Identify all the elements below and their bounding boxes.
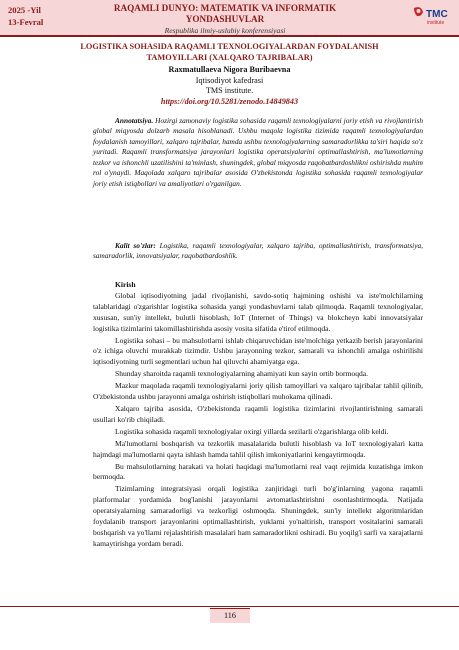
logo-text: TMC — [426, 9, 448, 20]
logo-subtext: institute — [427, 20, 445, 26]
article-meta — [30, 65, 429, 107]
body-paragraph: Xalqaro tajriba asosida, O'zbekistonda raqamli logistika tizimlarini rivojlantirishning samarali usullari ko'rib chiqiladi. — [93, 403, 423, 424]
article-title — [30, 41, 429, 63]
keywords-text: Logistika, raqamli texnologiyalar, xalqaro tajriba, optimallashtirish, transformatsiya, samaradorlik, innovatsiyalar, raqobatbardoshlik. — [93, 241, 423, 261]
conference-title-line2: YONDASHUVLAR — [185, 14, 265, 24]
body-paragraph: Ma'lumotlarni boshqarish va tezkorlik masalalarida bulutli hisoblash va IoT texnologiyalari katta hajmdagi ma'lumotlarni qayta ishlash hamda tahlil qilish imkoniyatlarini kengaytirmoqda. — [93, 438, 423, 459]
abstract — [93, 116, 423, 189]
body-paragraph: Logistika sohasi – bu mahsulotlarni ishlab chiqaruvchidan iste'molchiga yetkazib berish jarayonlarini o'z ichiga oluvchi murakkab tizimdir. Ushbu jarayonning tezkor, samarali va ishonchli amalga oshirilishi iqtisodiyotning turli segmentlari uchun hal qiluvchi ahamiyatga ega. — [93, 335, 423, 367]
author-name: Raxmatullaeva Nigora Buribaevna — [168, 65, 291, 74]
article-title-line1: LOGISTIKA SOHASIDA RAQAMLI TEXNOLOGIYALARDAN FOYDALANISH — [80, 42, 379, 51]
conference-subtitle: Respublika ilmiy-uslubiy konferensiyasi — [164, 26, 286, 35]
page-header — [0, 0, 459, 37]
header-year: 2025 -Yil — [8, 5, 41, 15]
body-paragraph: Mazkur maqolada raqamli texnologiyalarni joriy qilish tamoyillari va xalqaro tajribalar tahlil qilinib, O'zbekistonda ushbu jarayonni amalga oshirish istiqbollari muhokama qilinadi. — [93, 381, 423, 402]
abstract-label: Annotatsiya. — [115, 116, 154, 125]
conference-title-line1: RAQAMLI DUNYO: MATEMATIK VA INFORMATIK — [113, 3, 337, 13]
body-paragraph: Shunday sharoitda raqamli texnologiyalarning ahamiyati kun sayin ortib bormoqda. — [115, 369, 368, 379]
article-title-line2: TAMOYILLARI (XALQARO TAJRIBALAR) — [146, 53, 313, 62]
header-date-block — [8, 4, 43, 28]
tmc-logo — [411, 3, 451, 33]
section-heading: Kirish — [115, 280, 136, 289]
keywords-label: Kalit so'zlar: — [115, 241, 156, 250]
main-text — [93, 280, 423, 551]
conference-title-block — [90, 3, 360, 36]
abstract-text: Hozirgi zamonaviy logistika sohasida raqamli texnologiyalarni joriy etish va rivojlantirish global miqyosda dolzarb masala hisoblanadi. Ushbu maqola logistika tizimida raqamli texnologiyalardan foydalanish tamoyillari, xalqaro tajribalar, hamda ushbu texnologiyalarning samaradorlikka ta'siri haqida so'z yuritadi. Raqamli transformatsiya jarayonlari logistika operatsiyalarini optimallashtirish, ma'lumotlarning tezkor va ishonchli uzatilishini ta'minlash, shuningdek, global miqyosda raqobatbardoshlikni oshirishda muhim rol o'ynaydi. Maqolada xalqaro tajribalar asosida O'zbekistonda logistika sohasida raqamli texnologiyalar joriy etish istiqbollari va amaliyotlari o'rganilgan. — [93, 116, 423, 188]
body-paragraph: Bu mahsulotlarning harakati va holati haqidagi ma'lumotlarni real vaqt rejimida kuzatishga imkon bermoqda. — [93, 461, 423, 482]
body-paragraph: Logistika sohasida raqamli texnologiyalar oxirgi yillarda sezilarli o'zgarishlarga olib keldi. — [115, 426, 389, 436]
keywords — [93, 241, 423, 262]
author-department: Iqtisodiyot kafedrasi — [195, 75, 264, 85]
body-paragraph: Tizimlarning integratsiyasi orqali logistika zanjiridagi turli bo'g'inlarning yagona raqamli platformalar yordamida bog'lanishi jarayonlarni avtomatlashtirishni osonlashtirmoqda. Natijada operatsiyalarning samaradorligi va tezkorligi oshmoqda. Shuningdek, sun'iy intellekt algoritmlaridan foydalanib transport jarayonlarini optimallashtirish, yuklarni yo'naltirish, transport vositalarini samarali boshqarish va yo'llarni rejalashtirish masalalari ham samaradorlikni oshiradi. Bu yoqilg'i sarfi va xarajatlarni kamaytirishga yordam beradi. — [93, 484, 423, 548]
author-institution: TMS institute. — [205, 86, 254, 96]
footer-divider — [0, 606, 459, 607]
doi-link[interactable]: https://doi.org/10.5281/zenodo.14849843 — [160, 96, 299, 106]
page-number: 116 — [210, 608, 250, 623]
body-paragraph: Global iqtisodiyotning jadal rivojlanishi, savdo-sotiq hajmining oshishi va iste'molchilarning talablaridagi o'zgarishlar logistika sohasida yangi yondashuvlarni talab qilmoqda. Raqamli texnologiyalar, xususan, sun'iy intellekt, bulutli hisoblash, IoT (Internet of Things) va blokcheyn kabi innovatsiyalar logistika tizimlarini takomillashtirishda asosiy vosita sifatida e'tirof etilmoqda. — [93, 290, 423, 333]
header-date: 13-Fevral — [8, 17, 44, 27]
